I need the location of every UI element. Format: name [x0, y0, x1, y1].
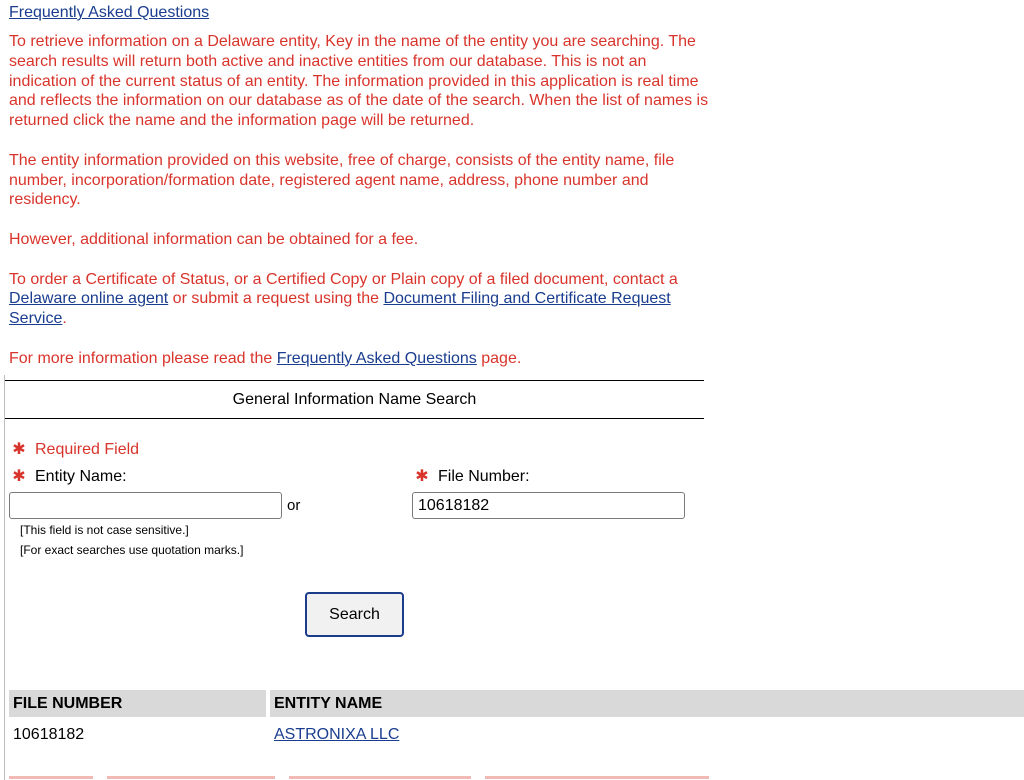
required-field-legend — [11, 440, 139, 460]
entity-name-label-group — [11, 467, 127, 487]
order-text-suffix: . — [62, 310, 67, 328]
intro-section — [9, 3, 709, 369]
section-divider-bottom — [5, 418, 704, 419]
case-sensitivity-note: [This field is not case sensitive.] — [20, 523, 189, 537]
left-border-line — [4, 375, 5, 780]
result-entity-name-link[interactable]: ASTRONIXA LLC — [274, 726, 400, 743]
order-paragraph — [9, 270, 709, 329]
column-header-entity-name: ENTITY NAME — [270, 690, 1024, 717]
order-text-middle: or submit a request using the — [168, 290, 384, 308]
document-filing-service-link[interactable]: Document Filing and Certificate Request Service — [9, 290, 671, 328]
faq-link[interactable]: Frequently Asked Questions — [276, 349, 477, 367]
fee-paragraph: However, additional information can be obtained for a fee. — [9, 230, 419, 248]
required-asterisk-icon: ✱ — [415, 468, 429, 485]
entity-name-label: Entity Name: — [35, 468, 127, 485]
entity-info-paragraph: The entity information provided on this website, free of charge, consists of the entity name, file number, incorporation/formation date, registered agent name, address, phone number and residency. — [9, 151, 675, 209]
more-info-prefix: For more information please read the — [9, 349, 277, 367]
exact-search-note: [For exact searches use quotation marks.] — [20, 543, 244, 557]
required-asterisk-icon: ✱ — [12, 441, 26, 458]
truncated-footer-text — [9, 773, 709, 780]
more-info-paragraph — [9, 349, 709, 369]
file-number-input[interactable] — [412, 492, 685, 519]
intro-paragraph: To retrieve information on a Delaware entity, Key in the name of the entity you are searching. The search results will return both active and inactive entities from our database. This is not an indication of the current status of an entity. The information provided in this application is real time and reflects the information on our database as of the date of the search. When the list of names is returned click the name and the information page will be returned. — [9, 33, 709, 130]
required-asterisk-icon: ✱ — [12, 468, 26, 485]
order-text-prefix: To order a Certificate of Status, or a Certified Copy or Plain copy of a filed document, contact a — [9, 270, 678, 288]
faq-link-top[interactable]: Frequently Asked Questions — [9, 4, 210, 21]
result-file-number: 10618182 — [13, 726, 85, 743]
file-number-label: File Number: — [438, 468, 530, 485]
more-info-suffix: page. — [476, 349, 522, 367]
search-section-title: General Information Name Search — [232, 391, 477, 408]
search-button[interactable]: Search — [305, 592, 404, 637]
delaware-online-agent-link[interactable]: Delaware online agent — [9, 290, 169, 308]
column-header-file-number: FILE NUMBER — [9, 690, 266, 717]
entity-name-input[interactable] — [9, 492, 282, 519]
section-divider-top — [5, 380, 704, 381]
file-number-label-group — [414, 467, 530, 487]
or-label: or — [287, 497, 301, 514]
required-field-label: Required Field — [35, 441, 140, 458]
